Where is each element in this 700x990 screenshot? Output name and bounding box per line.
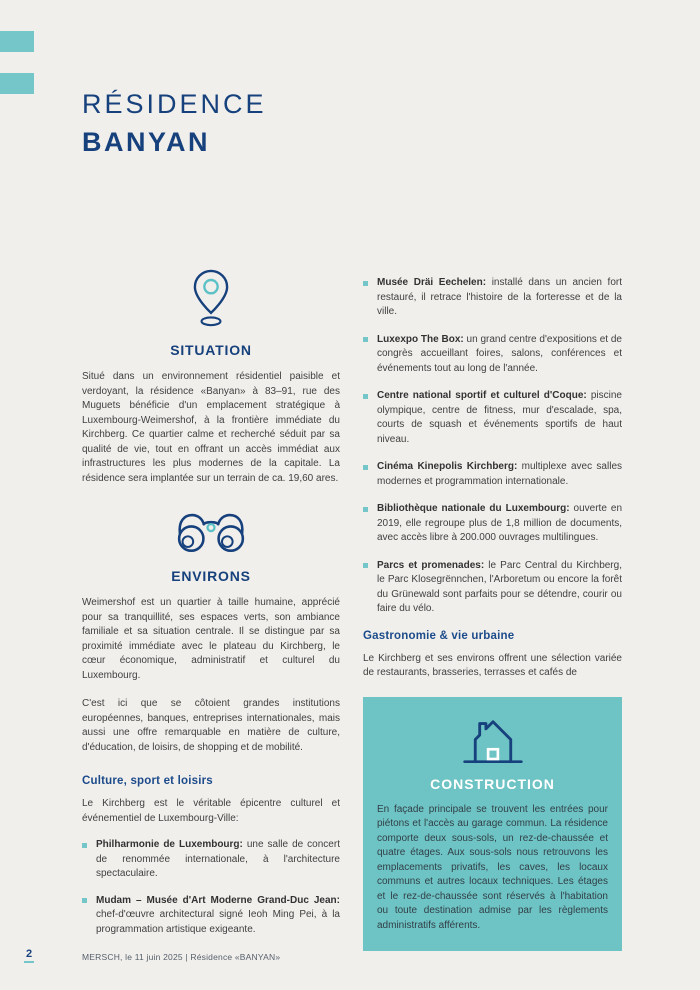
bullet-title: Cinéma Kinepolis Kirchberg: xyxy=(377,461,518,472)
gastronomie-paragraph: Le Kirchberg et ses environs offrent une sélection variée de restaurants, brasseries, terrasses et cafés de xyxy=(363,652,622,678)
house-icon xyxy=(377,712,608,767)
construction-heading: CONSTRUCTION xyxy=(430,775,555,792)
right-column xyxy=(363,276,622,951)
bullet-square-icon xyxy=(363,507,368,512)
environs-paragraph-1: Weimershof est un quartier à taille humaine, apprécié pour sa tranquillité, ses espaces verts, son ambiance familiale et sa situation centrale. Il se distingue par sa proximité immédiate avec le plateau du Kirchberg, le cœur économique, administratif et culturel du Luxembourg. xyxy=(82,597,340,681)
bullet-text: un grand centre d'expositions et de congrès accueillant foires, salons, conférences et événements tout au long de l'année. xyxy=(377,333,622,374)
bullet-text: ouverte en 2019, elle regroupe plus de 1,8 million de documents, avec accès libre à 200.000 ouvrages multilingues. xyxy=(377,503,622,543)
bullet-square-icon xyxy=(363,281,368,286)
list-item xyxy=(363,559,622,617)
construction-box xyxy=(363,697,622,952)
culture-bullet-list xyxy=(82,838,340,937)
bullet-title: Mudam – Musée d'Art Moderne Grand-Duc Jean: xyxy=(96,894,340,906)
page-title-line1: RÉSIDENCE xyxy=(82,89,267,119)
bullet-text: multiplexe avec salles modernes et programmation internationale. xyxy=(377,461,623,487)
bullet-text: piscine olympique, centre de fitness, mur d'escalade, spa, courts de squash et événements sportifs de haut niveau. xyxy=(377,390,622,445)
decorative-teal-bar-1 xyxy=(0,31,34,52)
list-item xyxy=(82,838,340,882)
list-item xyxy=(363,460,622,489)
bullet-text: installé dans un ancien fort restauré, il retrace l'histoire de la forteresse et de la ville. xyxy=(377,277,623,317)
page-number: 2 xyxy=(24,948,34,963)
bullet-text: le Parc Central du Kirchberg, le Parc Klosegrënnchen, l'Arboretum ou encore la forêt du Grünewald sont parfaits pour se détendre, courir ou faire du vélo. xyxy=(377,559,622,614)
culture-heading: Culture, sport et loisirs xyxy=(82,775,213,787)
bullet-square-icon xyxy=(82,843,87,848)
list-item xyxy=(363,389,622,447)
list-item xyxy=(363,276,622,320)
bullet-square-icon xyxy=(82,898,87,903)
bullet-title: Luxexpo The Box: xyxy=(377,333,464,345)
gastronomie-heading: Gastronomie & vie urbaine xyxy=(363,629,515,642)
left-column xyxy=(82,268,340,937)
culture-intro: Le Kirchberg est le véritable épicentre culturel et événementiel de Luxembourg-Ville: xyxy=(82,798,340,824)
list-item xyxy=(363,333,622,377)
footer-text: MERSCH, le 11 juin 2025 | Résidence «BANYAN» xyxy=(82,952,281,962)
location-pin-icon xyxy=(82,268,340,327)
list-item xyxy=(82,894,340,938)
bullet-text: chef-d'œuvre architectural signé Ieoh Ming Pei, à la programmation artistique exigeante. xyxy=(96,909,340,935)
bullet-title: Musée Dräi Eechelen: xyxy=(377,277,487,288)
bullet-text: une salle de concert de renommée internationale, à l'architecture spectaculaire. xyxy=(96,839,340,879)
page-title xyxy=(82,88,267,160)
decorative-teal-bar-2 xyxy=(0,73,34,94)
bullet-square-icon xyxy=(363,337,368,342)
situation-heading: SITUATION xyxy=(170,342,252,358)
bullet-square-icon xyxy=(363,394,368,399)
bullet-square-icon xyxy=(363,563,368,568)
list-item xyxy=(363,502,622,546)
binoculars-icon xyxy=(82,509,340,553)
kirchberg-bullet-list xyxy=(363,276,622,617)
bullet-square-icon xyxy=(363,465,368,470)
page-title-line2: BANYAN xyxy=(82,126,211,157)
environs-heading: ENVIRONS xyxy=(171,568,251,584)
bullet-title: Philharmonie de Luxembourg: xyxy=(96,839,243,850)
bullet-title: Centre national sportif et culturel d'Coque: xyxy=(377,390,587,401)
environs-paragraph-2: C'est ici que se côtoient grandes institutions européennes, banques, entreprises internationales, mais aussi une offre remarquable en matière de culture, d'éducation, de loisirs, de shopping et de mobilité. xyxy=(82,698,340,753)
bullet-title: Bibliothèque nationale du Luxembourg: xyxy=(377,503,570,514)
bullet-title: Parcs et promenades: xyxy=(377,559,485,571)
situation-paragraph: Situé dans un environnement résidentiel paisible et verdoyant, la résidence «Banyan» à 83–91, rue des Muguets bénéficie d'un emplacement stratégique à Luxembourg-Weimershof, à la frontière immédiate du Kirchberg. Ce quartier calme et recherché séduit par sa qualité de vie, tout en offrant un accès immédiat aux infrastructures les plus modernes de la capitale. La résidence sera implantée sur un terrain de ca. 19,60 ares. xyxy=(82,371,340,484)
construction-paragraph: En façade principale se trouvent les entrées pour piétons et l'accès au garage commun. La résidence comporte deux sous-sols, un rez-de-chaussée et quatre étages. Aux sous-sols nous retrouvons les emplacements privatifs, les caves, les locaux communs et autres locaux techniques. Les étages et le rez-de-chaussée sont réservés à l'habitation ou toute destination admise par les règlements administratifs afférents. xyxy=(377,803,608,931)
